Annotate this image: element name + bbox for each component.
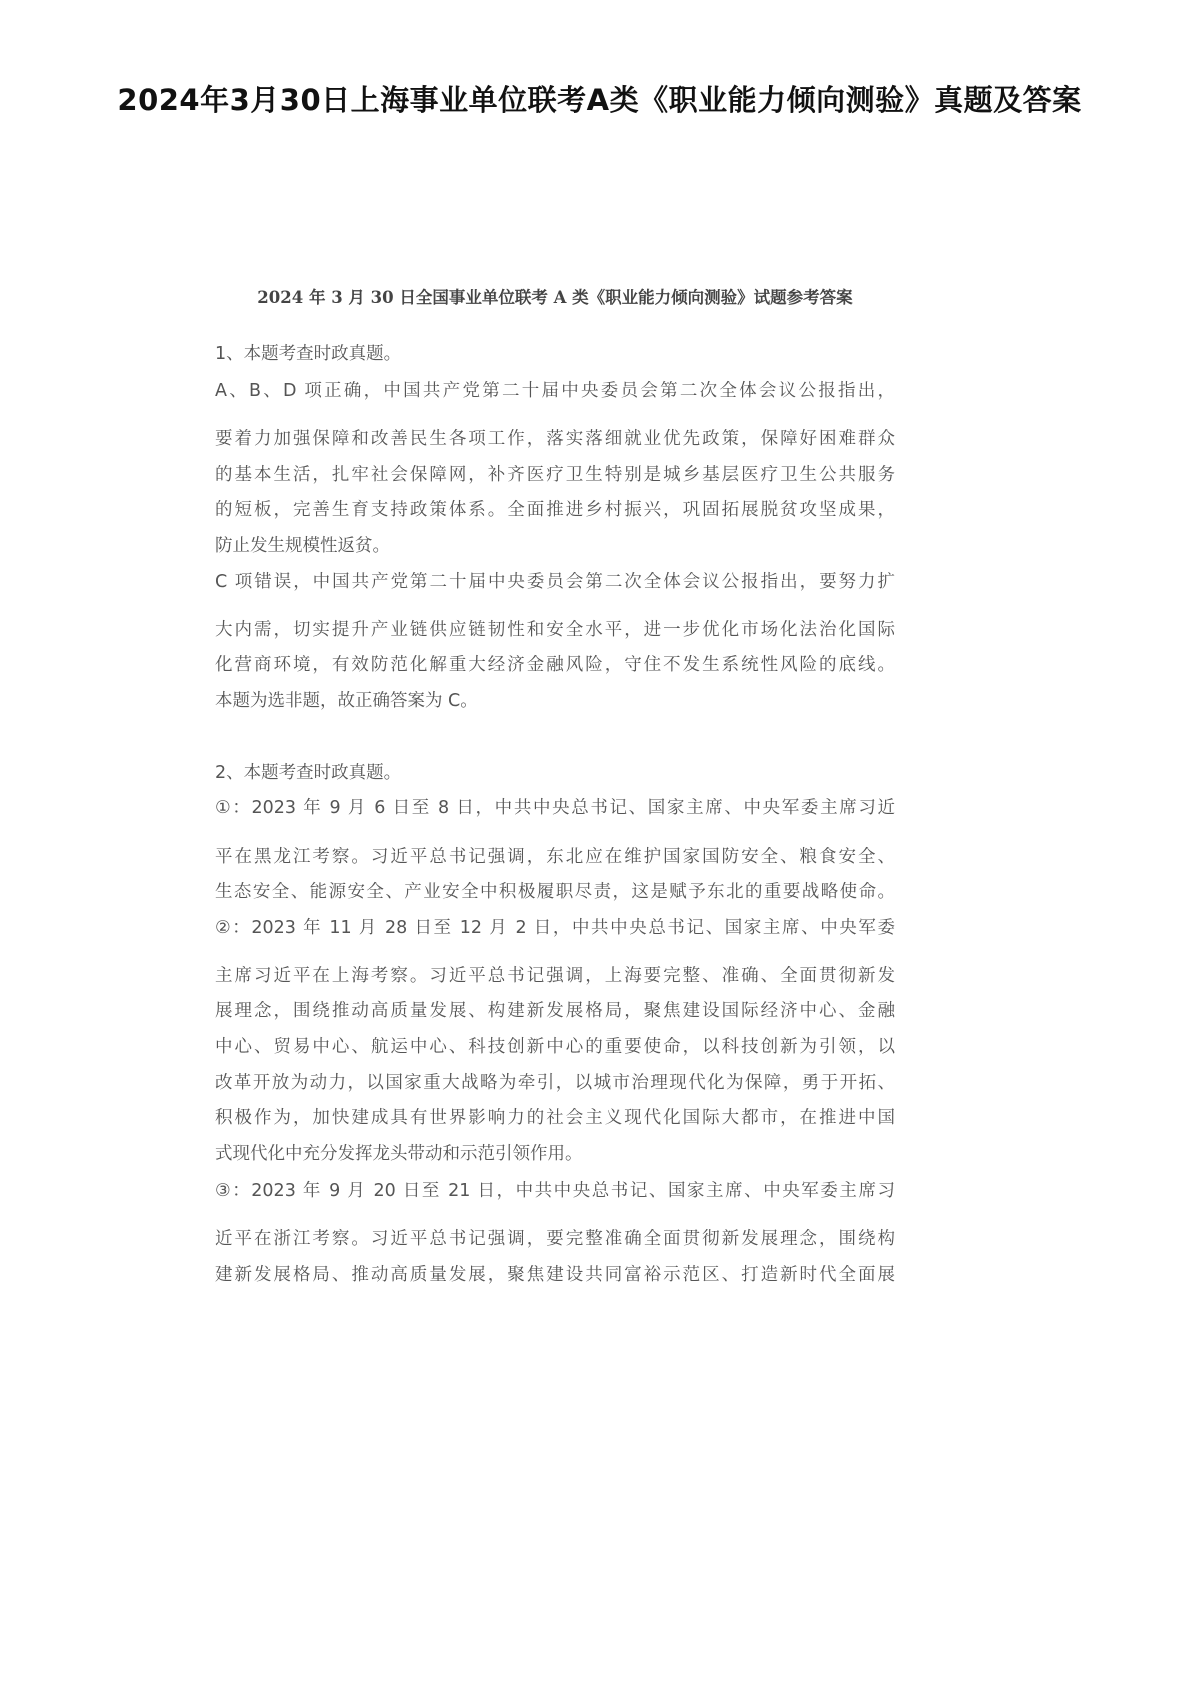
paragraph-line: 积极作为，加快建成具有世界影响力的社会主义现代化国际大都市，在推进中国	[215, 1108, 895, 1128]
paragraph-line: 式现代化中充分发挥龙头带动和示范引领作用。	[215, 1144, 583, 1164]
paragraph-line: ①：2023 年 9 月 6 日至 8 日，中共中央总书记、国家主席、中央军委主席习近	[215, 798, 895, 818]
paragraph-line: 近平在浙江考察。习近平总书记强调，要完整准确全面贯彻新发展理念，围绕构	[215, 1229, 895, 1249]
paragraph-line: 中心、贸易中心、航运中心、科技创新中心的重要使命，以科技创新为引领，以	[215, 1037, 895, 1057]
question-2-heading: 2、本题考查时政真题。	[215, 763, 402, 783]
paragraph-line: 防止发生规模性返贫。	[215, 536, 390, 556]
question-1-heading: 1、本题考查时政真题。	[215, 344, 402, 364]
paragraph-line: 大内需，切实提升产业链供应链韧性和安全水平，进一步优化市场化法治化国际	[215, 620, 895, 640]
page-title: 2024年3月30日上海事业单位联考A类《职业能力倾向测验》真题及答案	[117, 83, 1082, 117]
paragraph-line: C 项错误，中国共产党第二十届中央委员会第二次全体会议公报指出，要努力扩	[215, 572, 895, 592]
paragraph-line: 要着力加强保障和改善民生各项工作，落实落细就业优先政策，保障好困难群众	[215, 429, 895, 449]
paragraph-line: 平在黑龙江考察。习近平总书记强调，东北应在维护国家国防安全、粮食安全、	[215, 847, 895, 867]
document-subtitle: 2024 年 3 月 30 日全国事业单位联考 A 类《职业能力倾向测验》试题参考答案	[257, 288, 853, 307]
paragraph-line: 化营商环境，有效防范化解重大经济金融风险，守住不发生系统性风险的底线。	[215, 655, 895, 675]
paragraph-line: 生态安全、能源安全、产业安全中积极履职尽责，这是赋予东北的重要战略使命。	[215, 882, 895, 902]
paragraph-line: ②：2023 年 11 月 28 日至 12 月 2 日，中共中央总书记、国家主席、中央军委	[215, 918, 895, 938]
paragraph-line: 的短板，完善生育支持政策体系。全面推进乡村振兴，巩固拓展脱贫攻坚成果，	[215, 500, 895, 520]
paragraph-line: 的基本生活，扎牢社会保障网，补齐医疗卫生特别是城乡基层医疗卫生公共服务	[215, 465, 895, 485]
paragraph-line: 主席习近平在上海考察。习近平总书记强调，上海要完整、准确、全面贯彻新发	[215, 966, 895, 986]
paragraph-line: A、B、D 项正确，中国共产党第二十届中央委员会第二次全体会议公报指出，	[215, 381, 895, 401]
paragraph-line: 建新发展格局、推动高质量发展，聚焦建设共同富裕示范区、打造新时代全面展	[215, 1265, 895, 1285]
paragraph-line: 改革开放为动力，以国家重大战略为牵引，以城市治理现代化为保障，勇于开拓、	[215, 1073, 895, 1093]
paragraph-line: 展理念，围绕推动高质量发展、构建新发展格局，聚焦建设国际经济中心、金融	[215, 1001, 895, 1021]
answer-line: 本题为选非题，故正确答案为 C。	[215, 691, 478, 711]
paragraph-line: ③：2023 年 9 月 20 日至 21 日，中共中央总书记、国家主席、中央军委主席习	[215, 1181, 895, 1201]
